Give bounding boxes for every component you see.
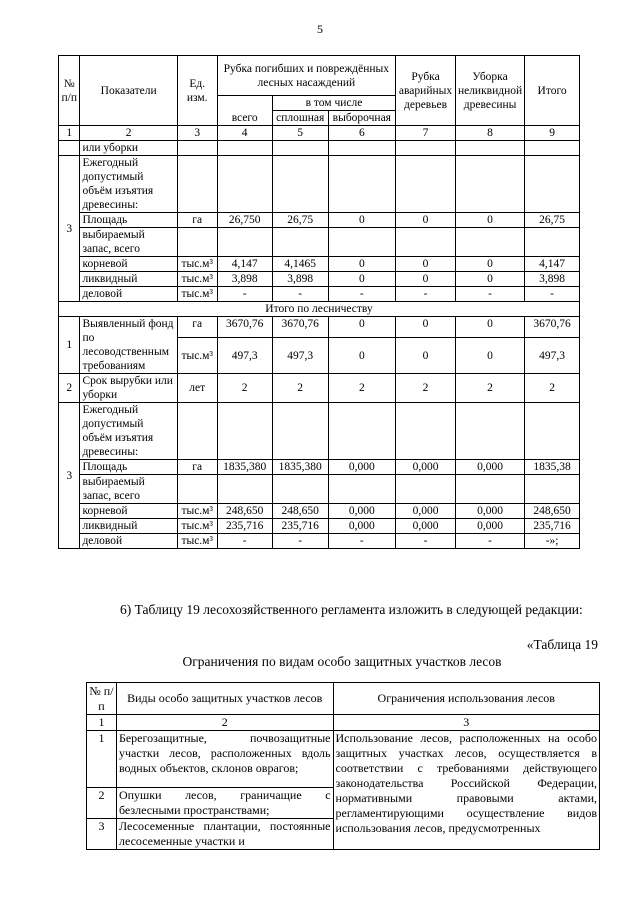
- cell-value: 4,1465: [272, 257, 328, 272]
- cell-value: 3670,76: [272, 317, 328, 338]
- cell-value: 0,000: [396, 504, 456, 519]
- table-row: [59, 156, 580, 213]
- table-row: [59, 257, 580, 272]
- row-number: 3: [59, 403, 80, 549]
- cell-value: -: [455, 534, 524, 549]
- table-row: [59, 475, 580, 504]
- cell-value: 0: [328, 272, 396, 287]
- row-unit: лет: [177, 374, 217, 403]
- header-emergency: Рубка аварийных деревьев: [396, 56, 456, 126]
- row-label: Площадь: [80, 213, 177, 228]
- cell-value: 2: [396, 374, 456, 403]
- cell-value: 248,650: [525, 504, 580, 519]
- cell-value: 0: [396, 338, 456, 374]
- row-unit: тыс.м³: [177, 272, 217, 287]
- row-label: деловой: [80, 534, 177, 549]
- row-unit: тыс.м³: [177, 338, 217, 374]
- cell-value: 0: [328, 338, 396, 374]
- cell-value: -: [525, 287, 580, 302]
- row-number: 3: [87, 819, 117, 850]
- cell-value: 26,75: [272, 213, 328, 228]
- header-illiquid: Уборка неликвидной древесины: [455, 56, 524, 126]
- cell-value: -: [396, 534, 456, 549]
- cell-value: 4,147: [525, 257, 580, 272]
- cell-value: 0,000: [396, 460, 456, 475]
- row-number: 1: [59, 317, 80, 374]
- col-number: 6: [328, 126, 396, 141]
- row-number: 2: [87, 788, 117, 819]
- col-number: 4: [217, 126, 272, 141]
- table-row: [59, 317, 580, 338]
- header-clear: сплошная: [272, 111, 328, 126]
- cell-value: 2: [272, 374, 328, 403]
- cell-value: 0: [396, 257, 456, 272]
- cell-value: -: [217, 534, 272, 549]
- col-number: 2: [80, 126, 177, 141]
- cell-value: 0,000: [328, 519, 396, 534]
- row-label: ликвидный: [80, 272, 177, 287]
- table-row: [59, 141, 580, 156]
- row-label: деловой: [80, 287, 177, 302]
- header-kinds: Виды особо защитных участков лесов: [116, 683, 333, 715]
- col-number-row: [59, 126, 580, 141]
- table-row: [59, 374, 580, 403]
- row-number: 3: [59, 156, 80, 302]
- row-unit: тыс.м³: [177, 504, 217, 519]
- table-row: [59, 287, 580, 302]
- col-number: 8: [455, 126, 524, 141]
- cell-value: -»;: [525, 534, 580, 549]
- col-number-row: [87, 715, 600, 731]
- header-num: № п/п: [59, 56, 80, 126]
- cell-value: 248,650: [217, 504, 272, 519]
- col-number: 3: [333, 715, 599, 731]
- row-unit: тыс.м³: [177, 257, 217, 272]
- logging-table: [58, 55, 580, 549]
- row-unit: га: [177, 317, 217, 338]
- cell-value: 3,898: [525, 272, 580, 287]
- row-number: 1: [87, 731, 117, 788]
- row-label: Выявленный фонд по лесоводственным требованиям: [80, 317, 177, 374]
- amendment-paragraph: 6) Таблицу 19 лесохозяйственного регламента изложить в следующей редакции:: [120, 602, 583, 617]
- row-unit: га: [177, 213, 217, 228]
- cell-value: 2: [328, 374, 396, 403]
- header-total: Итого: [525, 56, 580, 126]
- cell-value: 3,898: [217, 272, 272, 287]
- cell-value: 235,716: [525, 519, 580, 534]
- cell-value: 0: [455, 338, 524, 374]
- cell-value: 0: [328, 257, 396, 272]
- row-label: ликвидный: [80, 519, 177, 534]
- cell-value: 0: [455, 213, 524, 228]
- row-label: выбираемый запас, всего: [80, 228, 177, 257]
- header-logging-dead: Рубка погибших и повреждённых лесных насаждений: [217, 56, 396, 96]
- col-number: 5: [272, 126, 328, 141]
- row-unit: тыс.м³: [177, 519, 217, 534]
- cell-value: 3670,76: [525, 317, 580, 338]
- row-label: выбираемый запас, всего: [80, 475, 177, 504]
- col-number: 2: [116, 715, 333, 731]
- cell-value: -: [217, 287, 272, 302]
- cell-value: 235,716: [272, 519, 328, 534]
- limits-text: Использование лесов, расположенных на особо защитных участках лесов, осуществляется в соответствии с требованиями действующего законодательства Российской Федерации, нормативными правовыми актами, регламентирующими осуществление видов использования лесов, предусмотренных: [333, 731, 599, 850]
- row-label: Ежегодный допустимый объём изъятия древесины:: [80, 403, 177, 460]
- col-number: 9: [525, 126, 580, 141]
- cell-value: 248,650: [272, 504, 328, 519]
- cell-value: 0,000: [328, 460, 396, 475]
- row-unit: га: [177, 460, 217, 475]
- table-row: [87, 731, 600, 788]
- cell-value: -: [328, 287, 396, 302]
- cell-value: 0: [396, 317, 456, 338]
- header-indicators: Показатели: [80, 56, 177, 126]
- header-selective: выборочная: [328, 111, 396, 126]
- cell-value: 0: [455, 272, 524, 287]
- cell-value: 26,75: [525, 213, 580, 228]
- cell-value: 0,000: [455, 519, 524, 534]
- cell-value: 2: [455, 374, 524, 403]
- header-limits: Ограничения использования лесов: [333, 683, 599, 715]
- cell-value: 1835,380: [217, 460, 272, 475]
- cell-value: -: [328, 534, 396, 549]
- cell-value: 497,3: [525, 338, 580, 374]
- zone-kind: Берегозащитные, почвозащитные участки лесов, расположенных вдоль водных объектов, склонов оврагов;: [116, 731, 333, 788]
- cell-value: 3670,76: [217, 317, 272, 338]
- row-label: Площадь: [80, 460, 177, 475]
- restrictions-table: [86, 682, 600, 850]
- row-label: Ежегодный допустимый объём изъятия древесины:: [80, 156, 177, 213]
- table-title: Ограничения по видам особо защитных участков лесов: [182, 654, 502, 669]
- cell-value: 0: [328, 213, 396, 228]
- cell-value: 1835,38: [525, 460, 580, 475]
- forestry-total-label: Итого по лесничеству: [59, 302, 580, 317]
- table-row: [59, 302, 580, 317]
- header-unit: Ед. изм.: [177, 56, 217, 126]
- table-row: [59, 272, 580, 287]
- col-number: 1: [59, 126, 80, 141]
- table-row: [59, 534, 580, 549]
- cell-value: 3,898: [272, 272, 328, 287]
- header-num: № п/п: [87, 683, 117, 715]
- header-total-all: всего: [217, 96, 272, 126]
- cell-value: 1835,380: [272, 460, 328, 475]
- table-row: [59, 460, 580, 475]
- table-row: [59, 228, 580, 257]
- row-label: или уборки: [80, 141, 177, 156]
- table-row: [59, 504, 580, 519]
- table-row: [59, 403, 580, 460]
- row-label: Срок вырубки или уборки: [80, 374, 177, 403]
- row-label: корневой: [80, 504, 177, 519]
- cell-value: 0: [455, 317, 524, 338]
- cell-value: -: [396, 287, 456, 302]
- table-row: [59, 519, 580, 534]
- cell-value: 497,3: [217, 338, 272, 374]
- zone-kind: Опушки лесов, граничащие с безлесными пространствами;: [116, 788, 333, 819]
- cell-value: 0: [328, 317, 396, 338]
- row-unit: тыс.м³: [177, 534, 217, 549]
- cell-value: 2: [525, 374, 580, 403]
- col-number: 1: [87, 715, 117, 731]
- zone-kind: Лесосеменные плантации, постоянные лесосеменные участки и: [116, 819, 333, 850]
- cell-value: -: [455, 287, 524, 302]
- cell-value: 0: [396, 272, 456, 287]
- cell-value: -: [272, 534, 328, 549]
- table-ref: «Таблица 19: [526, 637, 598, 652]
- cell-value: 0: [455, 257, 524, 272]
- page-number: 5: [317, 22, 323, 36]
- cell-value: 0,000: [396, 519, 456, 534]
- header-including: в том числе: [272, 96, 395, 111]
- cell-value: 0,000: [455, 460, 524, 475]
- cell-value: 2: [217, 374, 272, 403]
- cell-value: 0,000: [455, 504, 524, 519]
- cell-value: 0,000: [328, 504, 396, 519]
- row-unit: тыс.м³: [177, 287, 217, 302]
- table-row: [59, 213, 580, 228]
- row-number: 2: [59, 374, 80, 403]
- row-label: корневой: [80, 257, 177, 272]
- cell-value: 235,716: [217, 519, 272, 534]
- cell-value: -: [272, 287, 328, 302]
- col-number: 3: [177, 126, 217, 141]
- cell-value: 4,147: [217, 257, 272, 272]
- cell-value: 26,750: [217, 213, 272, 228]
- cell-value: 497,3: [272, 338, 328, 374]
- col-number: 7: [396, 126, 456, 141]
- cell-value: 0: [396, 213, 456, 228]
